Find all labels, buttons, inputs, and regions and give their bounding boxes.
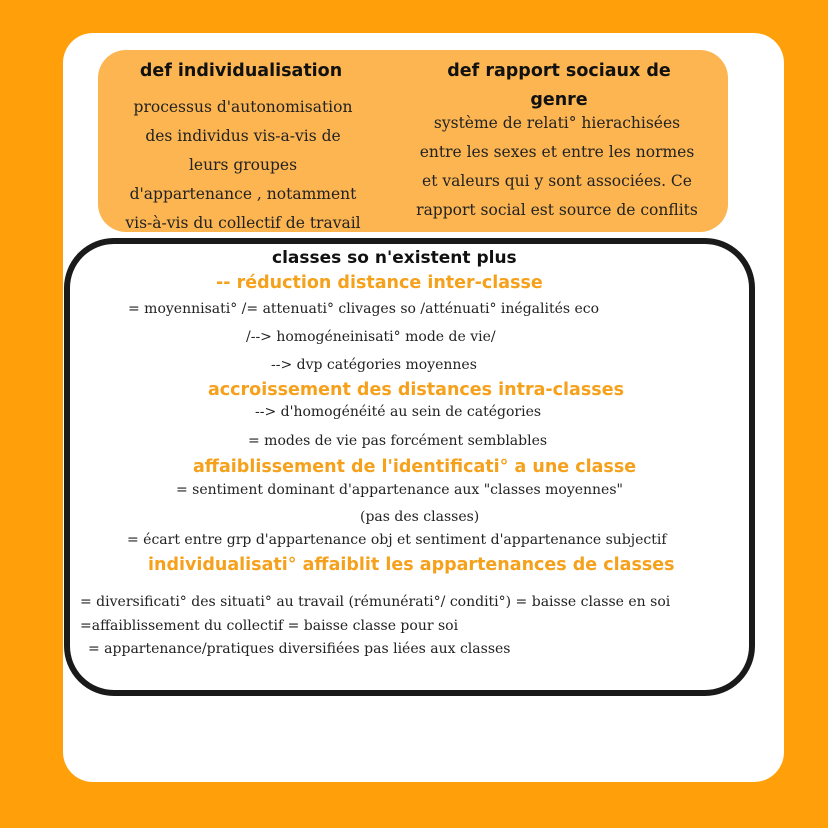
section-line: /--> homogéneinisati° mode de vie/ — [246, 329, 496, 345]
def-rapports-sociaux-title — [428, 57, 690, 115]
def-title-line: def rapport sociaux de — [447, 61, 671, 81]
def-individualisation-title: def individualisation — [139, 61, 343, 81]
section-heading: affaiblissement de l'identificati° a une classe — [193, 457, 637, 477]
section-line: = diversificati° des situati° au travail (rémunérati°/ conditi°) = baisse classe en soi — [80, 594, 671, 610]
section-line: (pas des classes) — [360, 509, 480, 525]
section-line: --> dvp catégories moyennes — [271, 357, 477, 373]
section-line: = appartenance/pratiques diversifiées pas liées aux classes — [88, 641, 511, 657]
def-line: leurs groupes — [188, 156, 298, 174]
section-heading: -- réduction distance inter-classe — [216, 273, 543, 293]
def-line: vis-à-vis du collectif de travail — [125, 214, 361, 232]
def-line: d'appartenance , notamment — [129, 185, 357, 203]
section-line: = écart entre grp d'appartenance obj et sentiment d'appartenance subjectif — [127, 532, 667, 548]
def-line: des individus vis-a-vis de — [145, 127, 341, 145]
def-title-line: genre — [530, 90, 588, 110]
def-rapports-sociaux-body — [407, 109, 707, 225]
def-line: rapport social est source de conflits — [416, 201, 698, 219]
def-line: et valeurs qui y sont associées. Ce — [422, 172, 692, 190]
section-line: =affaiblissement du collectif = baisse classe pour soi — [80, 618, 459, 634]
section-line: = moyennisati° /= attenuati° clivages so /atténuati° inégalités eco — [128, 301, 600, 317]
def-line: entre les sexes et entre les normes — [419, 143, 695, 161]
def-line: système de relati° hierachisées — [433, 114, 681, 132]
section-line: = modes de vie pas forcément semblables — [248, 433, 548, 449]
section-line: = sentiment dominant d'appartenance aux "classes moyennes" — [176, 482, 623, 498]
section-heading: accroissement des distances intra-classes — [208, 380, 624, 400]
def-individualisation-body — [120, 93, 366, 238]
section-heading: individualisati° affaiblit les appartenances de classes — [148, 555, 675, 575]
classes-title: classes so n'existent plus — [272, 248, 517, 268]
section-line: --> d'homogénéité au sein de catégories — [255, 404, 542, 420]
def-line: processus d'autonomisation — [133, 98, 353, 116]
